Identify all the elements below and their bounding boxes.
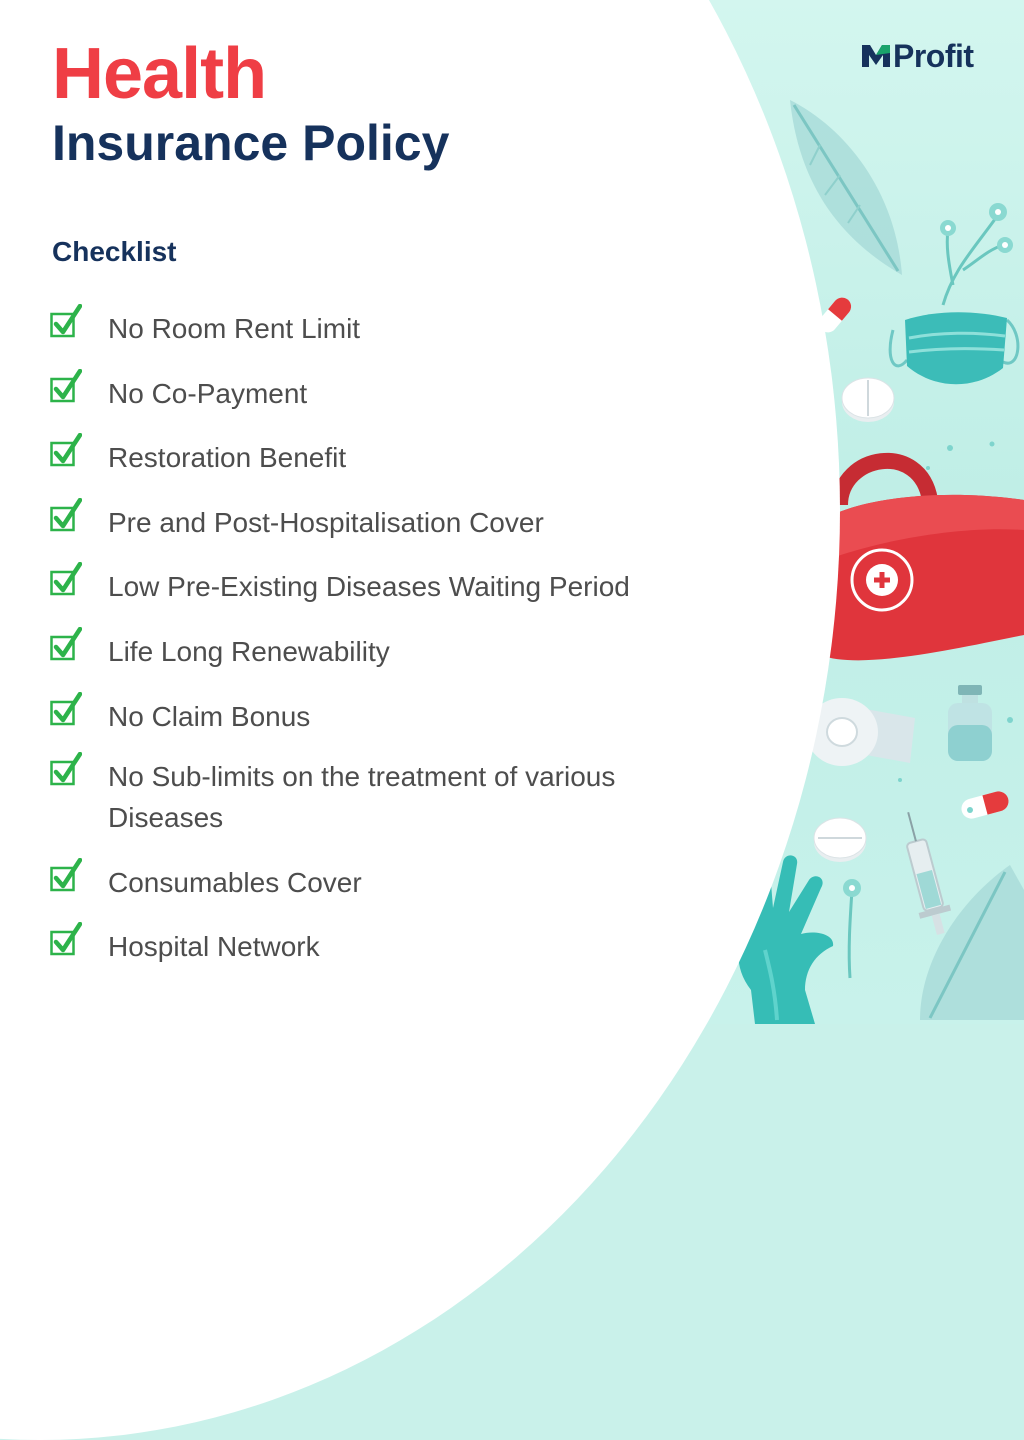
checklist-item-label: Restoration Benefit: [108, 442, 347, 473]
checklist-item-label: No Sub-limits on the treatment of various Diseases: [108, 761, 616, 833]
flower-icon: [820, 870, 880, 980]
checklist-item-label: No Room Rent Limit: [108, 313, 361, 344]
checkbox-checked-icon: [50, 922, 82, 958]
checkbox-checked-icon: [50, 433, 82, 469]
logo-text: Profit: [893, 37, 974, 74]
checkbox-checked-icon: [50, 692, 82, 728]
checklist-item-label: Low Pre-Existing Diseases Waiting Period: [108, 571, 630, 602]
checkbox-checked-icon: [50, 858, 82, 894]
checkbox-checked-icon: [50, 369, 82, 405]
checklist-item-label: Pre and Post-Hospitalisation Cover: [108, 507, 544, 538]
checklist-item-label: Consumables Cover: [108, 867, 362, 898]
leaf-icon: [900, 860, 1024, 1024]
dots-decoration: [880, 420, 1024, 840]
checkbox-checked-icon: [50, 627, 82, 663]
checkbox-checked-icon: [50, 752, 82, 788]
checklist-item-label: Hospital Network: [108, 931, 320, 962]
mprofit-logo: [862, 36, 974, 76]
checklist-item-label: Life Long Renewability: [108, 636, 390, 667]
checkbox-checked-icon: [50, 562, 82, 598]
face-mask-icon: [885, 290, 1024, 400]
checklist-heading: Checklist: [52, 236, 177, 267]
checklist-item-label: No Claim Bonus: [108, 701, 311, 732]
page-subtitle: Insurance Policy: [52, 115, 450, 171]
logo-m-mark-icon: [862, 43, 892, 69]
checkbox-checked-icon: [50, 498, 82, 534]
checkbox-checked-icon: [50, 304, 82, 340]
tablet-icon: [838, 372, 898, 427]
checklist-item-label: No Co-Payment: [108, 378, 308, 409]
page-title: Health: [52, 34, 267, 114]
